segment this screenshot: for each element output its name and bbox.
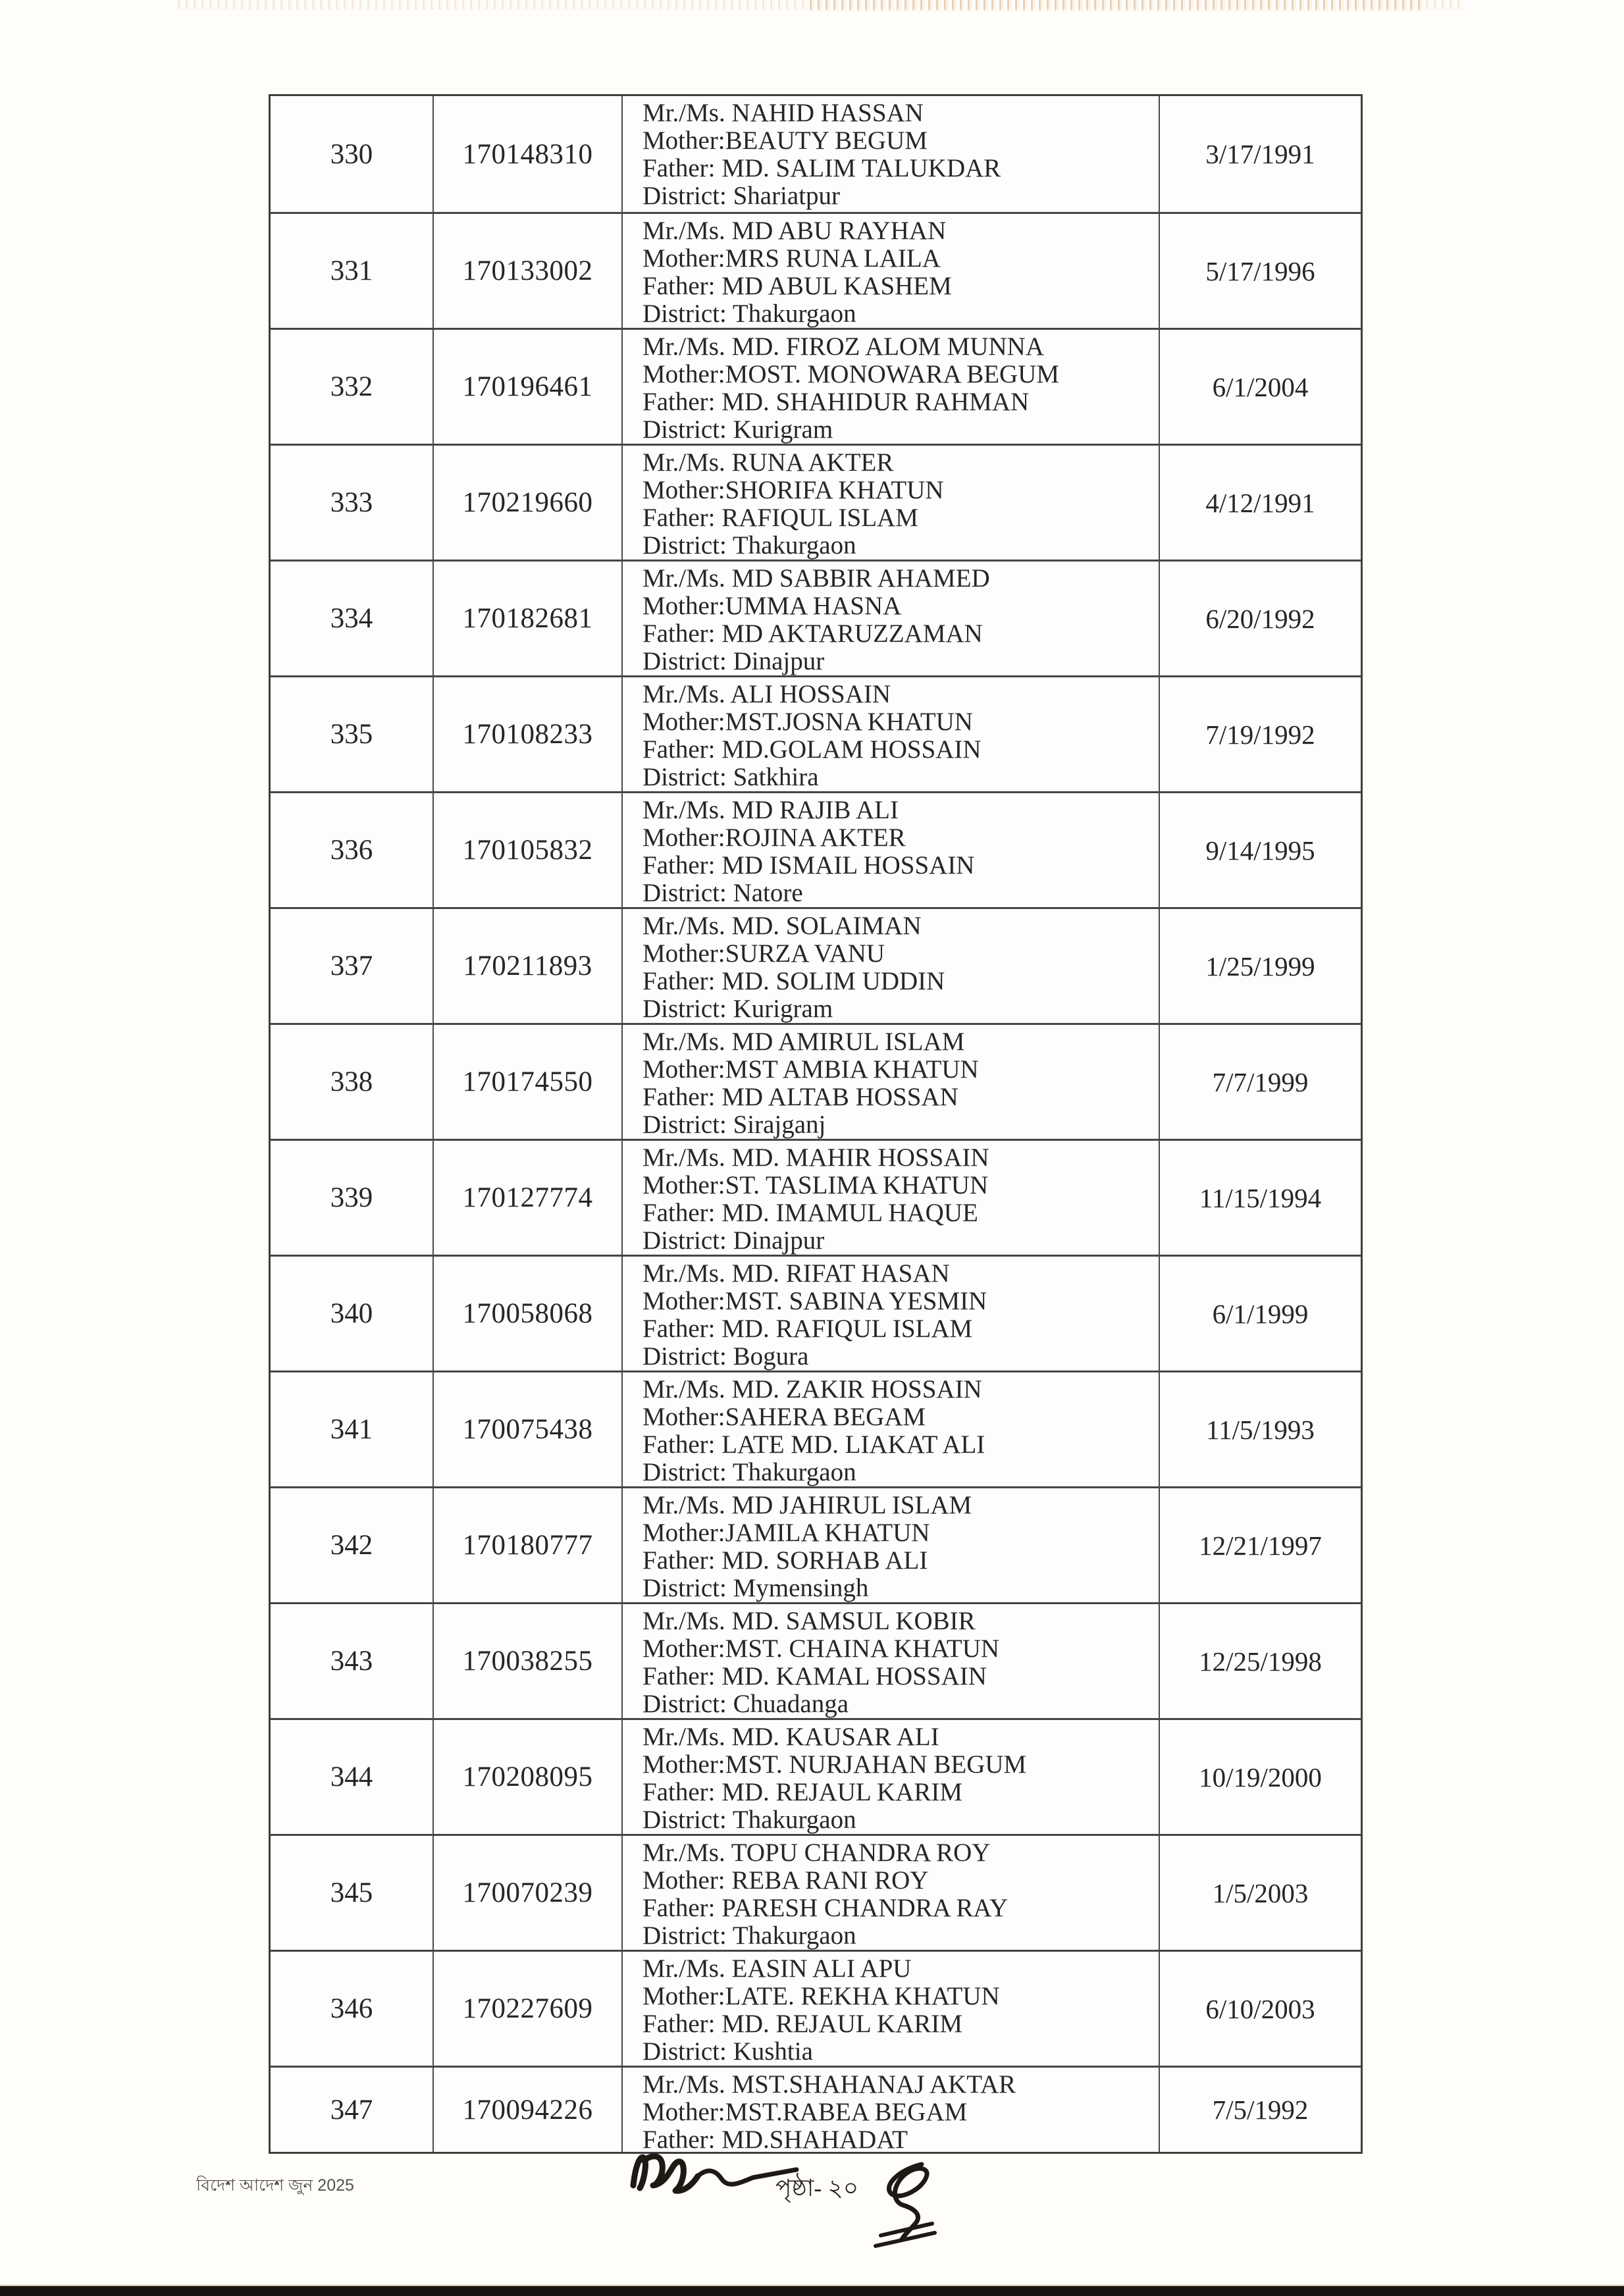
details-cell — [623, 96, 1160, 212]
dob-cell: 5/17/1996 — [1205, 255, 1315, 286]
dob-cell: 10/19/2000 — [1199, 1761, 1322, 1792]
name-line: Mr./Ms. MD. ZAKIR HOSSAIN — [642, 1375, 982, 1403]
name-line: Mr./Ms. MD. FIROZ ALOM MUNNA — [642, 332, 1044, 361]
district-line: District: Thakurgaon — [642, 1458, 856, 1486]
details-cell — [623, 677, 1160, 791]
id-cell: 170180777 — [434, 1488, 623, 1602]
mother-line: Mother:MST. NURJAHAN BEGUM — [642, 1750, 1027, 1779]
table-row — [271, 1834, 1361, 1950]
mother-line: Mother: REBA RANI ROY — [642, 1866, 929, 1894]
table-row — [271, 1255, 1361, 1370]
name-line: Mr./Ms. ALI HOSSAIN — [642, 680, 891, 708]
mother-line: Mother:SURZA VANU — [642, 939, 885, 968]
serial-cell: 340 — [271, 1257, 434, 1370]
dob-cell: 11/5/1993 — [1206, 1414, 1315, 1445]
father-line: Father: MD. IMAMUL HAQUE — [642, 1199, 978, 1227]
father-line: Father: MD. REJAUL KARIM — [642, 2010, 963, 2038]
mother-line: Mother:LATE. REKHA KHATUN — [642, 1982, 1000, 2010]
id-cell: 170133002 — [434, 214, 623, 328]
id-cell: 170094226 — [434, 2068, 623, 2152]
name-line: Mr./Ms. MD. KAUSAR ALI — [642, 1723, 939, 1751]
scan-artifact-top-smear-dark — [810, 0, 1422, 11]
father-line: Father: MD. REJAUL KARIM — [642, 1778, 963, 1806]
district-line: District: Mymensingh — [642, 1574, 869, 1602]
father-line: Father: LATE MD. LIAKAT ALI — [642, 1430, 985, 1459]
id-cell: 170208095 — [434, 1720, 623, 1834]
father-line: Father: PARESH CHANDRA RAY — [642, 1894, 1008, 1922]
mother-line: Mother:BEAUTY BEGUM — [642, 126, 928, 155]
table-row — [271, 791, 1361, 907]
table-row — [271, 212, 1361, 328]
mother-line: Mother:SHORIFA KHATUN — [642, 476, 944, 504]
table-row — [271, 1950, 1361, 2066]
dob-cell: 1/5/2003 — [1212, 1877, 1309, 1908]
name-line: Mr./Ms. RUNA AKTER — [642, 448, 894, 477]
dob-cell: 7/19/1992 — [1205, 719, 1315, 750]
table-row — [271, 1023, 1361, 1139]
name-line: Mr./Ms. MD JAHIRUL ISLAM — [642, 1491, 972, 1519]
table-row — [271, 907, 1361, 1023]
table-row — [271, 96, 1361, 212]
district-line: District: Thakurgaon — [642, 531, 856, 560]
id-cell: 170182681 — [434, 561, 623, 675]
mother-line: Mother:MST.RABEA BEGAM — [642, 2098, 968, 2126]
id-cell: 170075438 — [434, 1372, 623, 1486]
details-cell — [623, 330, 1160, 444]
serial-cell: 334 — [271, 561, 434, 675]
dob-cell: 12/25/1998 — [1199, 1646, 1322, 1677]
serial-cell: 346 — [271, 1952, 434, 2066]
id-cell: 170108233 — [434, 677, 623, 791]
mother-line: Mother:MST.JOSNA KHATUN — [642, 708, 973, 736]
table-row — [271, 444, 1361, 560]
dob-cell: 6/10/2003 — [1205, 1993, 1315, 2024]
dob-cell: 11/15/1994 — [1199, 1182, 1322, 1213]
name-line: Mr./Ms. EASIN ALI APU — [642, 1954, 912, 1983]
father-line: Father: RAFIQUL ISLAM — [642, 504, 918, 532]
father-line: Father: MD ALTAB HOSSAN — [642, 1083, 958, 1111]
district-line: District: Bogura — [642, 1342, 809, 1370]
table-row — [271, 1370, 1361, 1486]
details-cell — [623, 446, 1160, 560]
serial-cell: 347 — [271, 2068, 434, 2152]
district-line: District: Shariatpur — [642, 182, 841, 210]
name-line: Mr./Ms. MD AMIRUL ISLAM — [642, 1028, 965, 1056]
mother-line: Mother:ST. TASLIMA KHATUN — [642, 1171, 989, 1199]
district-line: District: Chuadanga — [642, 1690, 849, 1718]
details-cell — [623, 561, 1160, 675]
name-line: Mr./Ms. TOPU CHANDRA ROY — [642, 1839, 991, 1867]
district-line: District: Sirajganj — [642, 1110, 826, 1139]
mother-line: Mother:SAHERA BEGAM — [642, 1403, 926, 1431]
district-line: District: Kurigram — [642, 415, 833, 444]
details-cell — [623, 1720, 1160, 1834]
details-cell — [623, 793, 1160, 907]
details-cell — [623, 909, 1160, 1023]
records-table — [269, 94, 1363, 2154]
id-cell: 170196461 — [434, 330, 623, 444]
district-line: District: Kushtia — [642, 2037, 813, 2066]
district-line: District: Thakurgaon — [642, 1921, 856, 1950]
father-line: Father: MD. RAFIQUL ISLAM — [642, 1315, 973, 1343]
serial-cell: 343 — [271, 1604, 434, 1718]
table-row — [271, 1602, 1361, 1718]
table-row — [271, 1139, 1361, 1255]
details-cell — [623, 1952, 1160, 2066]
serial-cell: 338 — [271, 1025, 434, 1139]
serial-cell: 331 — [271, 214, 434, 328]
mother-line: Mother:JAMILA KHATUN — [642, 1519, 930, 1547]
id-cell: 170038255 — [434, 1604, 623, 1718]
mother-line: Mother:MST AMBIA KHATUN — [642, 1055, 979, 1083]
details-cell — [623, 1836, 1160, 1950]
name-line: Mr./Ms. MD. SAMSUL KOBIR — [642, 1607, 976, 1635]
details-cell — [623, 1257, 1160, 1370]
district-line: District: Kurigram — [642, 995, 833, 1023]
father-line: Father: MD. KAMAL HOSSAIN — [642, 1662, 987, 1690]
table-row — [271, 1718, 1361, 1834]
district-line: District: Satkhira — [642, 763, 819, 791]
father-line: Father: MD AKTARUZZAMAN — [642, 619, 983, 648]
father-line: Father: MD. SOLIM UDDIN — [642, 967, 945, 995]
district-line: District: Natore — [642, 879, 803, 907]
mother-line: Mother:ROJINA AKTER — [642, 823, 906, 852]
table-row — [271, 2066, 1361, 2152]
mother-line: Mother:MST. SABINA YESMIN — [642, 1287, 987, 1315]
dob-cell: 6/20/1992 — [1205, 603, 1315, 634]
serial-cell: 333 — [271, 446, 434, 560]
id-cell: 170070239 — [434, 1836, 623, 1950]
table-row — [271, 675, 1361, 791]
dob-cell: 7/7/1999 — [1212, 1066, 1309, 1097]
name-line: Mr./Ms. MD. SOLAIMAN — [642, 912, 922, 940]
id-cell: 170148310 — [434, 96, 623, 212]
district-line: District: Dinajpur — [642, 1226, 825, 1255]
mother-line: Mother:MST. CHAINA KHATUN — [642, 1634, 1000, 1663]
serial-cell: 337 — [271, 909, 434, 1023]
id-cell: 170174550 — [434, 1025, 623, 1139]
serial-cell: 342 — [271, 1488, 434, 1602]
dob-cell: 3/17/1991 — [1205, 139, 1315, 169]
dob-cell: 4/12/1991 — [1205, 487, 1315, 518]
father-line: Father: MD. SALIM TALUKDAR — [642, 154, 1001, 182]
serial-cell: 339 — [271, 1141, 434, 1255]
name-line: Mr./Ms. MD ABU RAYHAN — [642, 217, 947, 245]
dob-cell: 12/21/1997 — [1199, 1530, 1322, 1561]
details-cell — [623, 1025, 1160, 1139]
serial-cell: 330 — [271, 96, 434, 212]
dob-cell: 6/1/1999 — [1212, 1298, 1309, 1329]
initial-scribble-icon — [864, 2159, 949, 2251]
father-line: Father: MD. SORHAB ALI — [642, 1546, 928, 1575]
name-line: Mr./Ms. MD SABBIR AHAMED — [642, 564, 990, 592]
name-line: Mr./Ms. MD. RIFAT HASAN — [642, 1259, 950, 1288]
page-number-label: পৃষ্ঠা- ২০ — [775, 2175, 859, 2201]
table-row — [271, 560, 1361, 675]
serial-cell: 345 — [271, 1836, 434, 1950]
dob-cell: 1/25/1999 — [1205, 951, 1315, 981]
name-line: Mr./Ms. MD RAJIB ALI — [642, 796, 899, 824]
details-cell — [623, 214, 1160, 328]
serial-cell: 336 — [271, 793, 434, 907]
id-cell: 170227609 — [434, 1952, 623, 2066]
father-line: Father: MD. SHAHIDUR RAHMAN — [642, 388, 1030, 416]
dob-cell: 7/5/1992 — [1212, 2095, 1309, 2125]
district-line: District: Thakurgaon — [642, 300, 856, 328]
scan-artifact-bottom-bar — [0, 2286, 1624, 2296]
table-row — [271, 328, 1361, 444]
details-cell — [623, 1372, 1160, 1486]
id-cell: 170219660 — [434, 446, 623, 560]
id-cell: 170058068 — [434, 1257, 623, 1370]
id-cell: 170127774 — [434, 1141, 623, 1255]
district-line: District: Thakurgaon — [642, 1806, 856, 1834]
serial-cell: 341 — [271, 1372, 434, 1486]
mother-line: Mother:MOST. MONOWARA BEGUM — [642, 360, 1060, 388]
name-line: Mr./Ms. NAHID HASSAN — [642, 99, 924, 127]
details-cell — [623, 1488, 1160, 1602]
serial-cell: 335 — [271, 677, 434, 791]
table-row — [271, 1486, 1361, 1602]
father-line: Father: MD ABUL KASHEM — [642, 272, 952, 300]
name-line: Mr./Ms. MST.SHAHANAJ AKTAR — [642, 2070, 1016, 2099]
details-cell — [623, 1141, 1160, 1255]
id-cell: 170211893 — [434, 909, 623, 1023]
footer-note: বিদেশ আদেশ জুন 2025 — [196, 2176, 354, 2195]
father-line: Father: MD.GOLAM HOSSAIN — [642, 735, 982, 764]
father-line: Father: MD ISMAIL HOSSAIN — [642, 851, 975, 879]
details-cell — [623, 1604, 1160, 1718]
mother-line: Mother:MRS RUNA LAILA — [642, 244, 941, 273]
district-line: District: Dinajpur — [642, 647, 825, 675]
mother-line: Mother:UMMA HASNA — [642, 592, 902, 620]
name-line: Mr./Ms. MD. MAHIR HOSSAIN — [642, 1143, 989, 1172]
serial-cell: 344 — [271, 1720, 434, 1834]
dob-cell: 6/1/2004 — [1212, 371, 1309, 402]
serial-cell: 332 — [271, 330, 434, 444]
dob-cell: 9/14/1995 — [1205, 835, 1315, 866]
details-cell — [623, 2068, 1160, 2152]
id-cell: 170105832 — [434, 793, 623, 907]
father-line: Father: MD.SHAHADAT — [642, 2126, 908, 2154]
